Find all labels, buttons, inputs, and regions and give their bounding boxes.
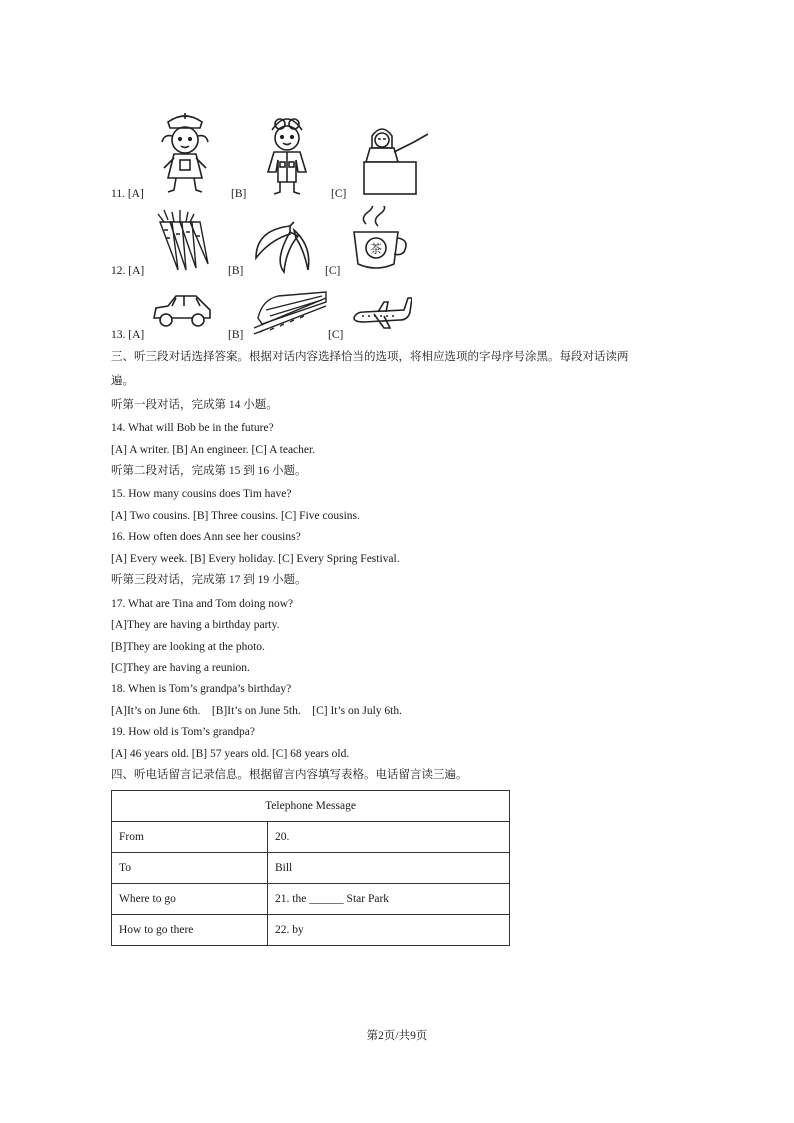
row-label-from: From [112,822,268,853]
question-14-options: [A] A writer. [B] An engineer. [C] A teacher. [111,444,316,456]
row-value-how[interactable]: 22. by [268,915,510,946]
page-number: 第2页/共9页 [366,1030,428,1042]
q13-c-label: [C] [328,329,344,341]
question-18-options: [A]It’s on June 6th. [B]It’s on June 5th. [C] It’s on July 6th. [111,705,402,717]
dialog1-intro: 听第一段对话，完成第 14 小题。 [111,399,278,411]
q13-a-label: 13. [A] [111,329,145,341]
section3-instruction-line1: 三、听三段对话选择答案。根据对话内容选择恰当的选项，将相应选项的字母序号涂黑。每段对话读两 [111,351,629,363]
q13-b-label: [B] [228,329,244,341]
pilot-icon [252,108,322,196]
q11-c-label: [C] [331,188,347,200]
tea-cup-icon [348,206,408,272]
table-row [112,791,510,822]
row-value-from[interactable]: 20. [268,822,510,853]
row-label-where: Where to go [112,884,268,915]
q11-b-label: [B] [231,188,247,200]
row-value-where[interactable]: 21. the ______ Star Park [268,884,510,915]
carrots-icon [150,208,218,274]
telephone-message-table [111,790,510,946]
question-15: 15. How many cousins does Tim have? [111,488,292,500]
section4-instruction: 四、听电话留言记录信息。根据留言内容填写表格。电话留言读三遍。 [111,769,468,781]
car-icon [150,290,212,330]
question-16: 16. How often does Ann see her cousins? [111,531,301,543]
airplane-icon [350,294,412,334]
row-label-to: To [112,853,268,884]
dialog3-intro: 听第三段对话，完成第 17 到 19 小题。 [111,574,307,586]
q12-c-label: [C] [325,265,341,277]
question-17-option-c: [C]They are having a reunion. [111,662,250,674]
question-17-option-a: [A]They are having a birthday party. [111,619,280,631]
question-19: 19. How old is Tom’s grandpa? [111,726,255,738]
bananas-icon [250,220,314,276]
table-title: Telephone Message [112,791,510,822]
row-label-how: How to go there [112,915,268,946]
question-16-options: [A] Every week. [B] Every holiday. [C] Every Spring Festival. [111,553,400,565]
table-row [112,884,510,915]
question-18: 18. When is Tom’s grandpa’s birthday? [111,683,292,695]
question-19-options: [A] 46 years old. [B] 57 years old. [C] 68 years old. [111,748,350,760]
question-17: 17. What are Tina and Tom doing now? [111,598,294,610]
table-row [112,822,510,853]
table-row [112,853,510,884]
train-icon [252,288,328,336]
q11-a-label: 11. [A] [111,188,144,200]
nurse-icon [150,108,220,196]
question-14: 14. What will Bob be in the future? [111,422,274,434]
question-15-options: [A] Two cousins. [B] Three cousins. [C] Five cousins. [111,510,360,522]
section3-instruction-line2: 遍。 [111,375,134,387]
row-value-to: Bill [268,853,510,884]
tea-char: 茶 [369,242,383,256]
table-row [112,915,510,946]
question-17-option-b: [B]They are looking at the photo. [111,641,265,653]
dialog2-intro: 听第二段对话，完成第 15 到 16 小题。 [111,465,307,477]
q12-b-label: [B] [228,265,244,277]
q12-a-label: 12. [A] [111,265,145,277]
teacher-icon [356,122,432,196]
